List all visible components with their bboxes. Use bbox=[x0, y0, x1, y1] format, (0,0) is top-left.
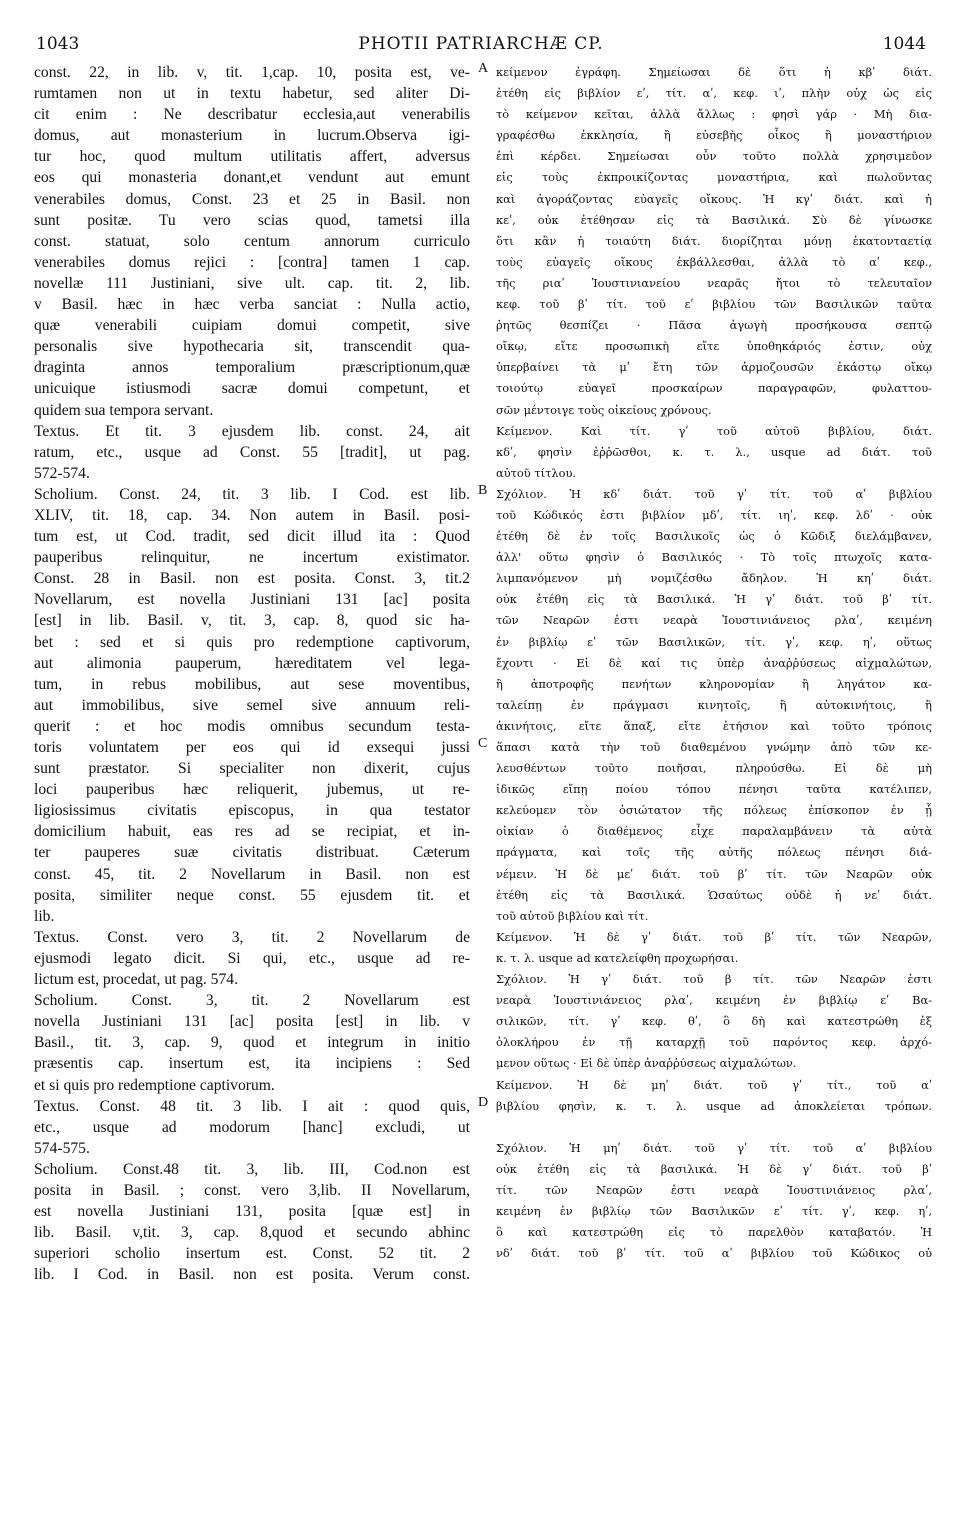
greek-line: τίτ. τῶν Νεαρῶν ἐστι νεαρὰ Ἰουστινιάνειος ρλαʹ, bbox=[496, 1182, 932, 1197]
greek-line: νέμειν. Ἡ δὲ μεʹ διάτ. τοῦ βʹ τίτ. τῶν Νεαρῶν οὐκ bbox=[496, 866, 932, 881]
latin-line: rumtamen non ut in textu habetur, sed aliter Di- bbox=[34, 85, 470, 103]
latin-line: tum, in rebus mobilibus, aut sese moventibus, bbox=[34, 675, 470, 693]
greek-line: κελεύομεν τὸν ὁσιώτατον τῆς πόλεως ἐπίσκοπον ἐν ᾗ bbox=[496, 803, 932, 818]
greek-line: κδʹ, φησὶν ἐῤῥῶσθοι, κ. τ. λ., usque ad διάτ. τοῦ bbox=[496, 444, 932, 459]
greek-line: ὅτι κἂν ἡ τοιαύτη διάτ. διορίζηται μόνῃ ἑκατονταετίᾳ bbox=[496, 233, 932, 248]
greek-line: Σχόλιον. Ἡ μηʹ διάτ. τοῦ γʹ τίτ. τοῦ αʹ βιβλίου bbox=[496, 1140, 932, 1155]
section-marker: D bbox=[478, 1094, 489, 1110]
greek-line: βιβλίου φησὶν, κ. τ. λ. usque ad ἀποκλείεται τρόπων. bbox=[496, 1098, 932, 1113]
greek-line: ἐτέθη εἰς βιβλίον εʹ, τίτ. αʹ, κεφ. ιʹ, πλὴν οὐχ ὡς εἰς bbox=[496, 86, 932, 101]
latin-line: querit : et hoc modis omnibus secundum testa- bbox=[34, 717, 470, 735]
greek-column bbox=[496, 62, 932, 1285]
greek-line: τὸ κείμενον κεῖται, ἀλλὰ ἄλλως : φησὶ γάρ · Μὴ δια- bbox=[496, 107, 932, 122]
latin-line: præsentis cap. insertum est, ita incipiens : Sed bbox=[34, 1055, 470, 1073]
latin-line: Textus. Const. vero 3, tit. 2 Novellarum de bbox=[34, 928, 470, 946]
latin-line: draginta annos temporalium præscriptionum,quæ bbox=[34, 359, 470, 377]
latin-line: bet : sed et si quis pro redemptione captivorum, bbox=[34, 633, 470, 651]
latin-line: venerabiles domus rejici : [contra] tamen 1 cap. bbox=[34, 253, 470, 271]
latin-line: sunt præstator. Si specialiter non dixerit, cujus bbox=[34, 760, 470, 778]
greek-line: ὑπερβαίνει τὰ μʹ ἔτη τῶν ἁρμοζουσῶν ἑκάστῳ οἴκῳ bbox=[496, 360, 932, 375]
greek-line: ῥητῶς θεσπίζει · Πᾶσα ἀγωγὴ προσήκουσα σεπτῷ bbox=[496, 318, 932, 333]
greek-line: οὐκ ἐτέθη εἰς τὰ βασιλικά. Ἡ δὲ γʹ διάτ. τοῦ βʹ bbox=[496, 1161, 932, 1176]
greek-line: ἐτέθη δὲ ἐν τοῖς Βασιλικοῖς ὡς ὁ Κῶδιξ διελάμβανεν, bbox=[496, 529, 932, 544]
latin-line: [est] in lib. Basil. v, tit. 3, cap. 8, quod sic ha- bbox=[34, 612, 470, 630]
latin-line: domicilium habuit, eas res ad se recipiat, et in- bbox=[34, 823, 470, 841]
section-marker: A bbox=[478, 61, 489, 76]
latin-line: ter pauperes suæ civitatis distribuat. Cæterum bbox=[34, 844, 470, 862]
greek-line: ἐν βιβλίῳ εʹ τῶν Βασιλικῶν, τίτ. γʹ, κεφ. ηʹ, οὕτως bbox=[496, 634, 932, 649]
latin-line: lib. bbox=[34, 907, 55, 925]
greek-line: νεαρὰ Ἰουστινιάνειος ρλαʹ, κειμένη ἐν βιβλίῳ εʹ Βα- bbox=[496, 993, 932, 1008]
latin-line: aut alimonia pauperum, hæreditatem vel lega- bbox=[34, 654, 470, 672]
latin-line: et si quis pro redemptione captivorum. bbox=[34, 1076, 275, 1094]
left-page-number: 1043 bbox=[36, 34, 80, 54]
latin-line: lib. I Cod. in Basil. non est posita. Verum const. bbox=[34, 1266, 470, 1284]
running-title: PHOTII PATRIARCHÆ CP. bbox=[358, 34, 604, 54]
greek-line: οὐκ ἐτέθη εἰς τὰ Βασιλικά. Ἡ γʹ διάτ. τοῦ βʹ τίτ. bbox=[496, 592, 932, 607]
latin-line: aut immobilibus, sive semel sive annuum reli- bbox=[34, 696, 470, 714]
latin-line: posita in Basil. ; const. vero 3,lib. II Novellarum, bbox=[34, 1181, 470, 1199]
greek-line: ἀλλ' οὕτω φησὶν ὁ Βασιλικός · Τὸ τοῖς πτωχοῖς κατα- bbox=[496, 550, 932, 565]
latin-line: eos qui monasteria donant,et vendunt aut emunt bbox=[34, 169, 470, 187]
greek-line: Κείμενον. Ἡ δὲ γʹ διάτ. τοῦ βʹ τίτ. τῶν Νεαρῶν, bbox=[496, 929, 932, 944]
latin-line: lictum est, procedat, ut pag. 574. bbox=[34, 971, 238, 989]
latin-line: Scholium. Const.48 tit. 3, lib. III, Cod.non est bbox=[34, 1160, 470, 1178]
right-page-number: 1044 bbox=[882, 34, 926, 54]
greek-line: οἴκῳ, εἴτε προσωπικὴ εἴτε ὑποθηκάριός ἐστιν, οὐχ bbox=[496, 339, 932, 354]
latin-line: novella Justiniani 131 [ac] posita [est] in lib. v bbox=[34, 1013, 470, 1031]
greek-line: πράγματα, καὶ τοῖς τῆς αὐτῆς πόλεως πένησι διά- bbox=[496, 845, 932, 860]
greek-line: ἅπασι κατὰ τὴν τοῦ διαθεμένου γνώμην ἀπὸ τῶν κε- bbox=[496, 740, 932, 754]
latin-line: lib. Basil. v,tit. 3, cap. 8,quod et secundo abhinc bbox=[34, 1224, 470, 1242]
latin-line: toris voluntatem per eos qui id exsequi jussi bbox=[34, 739, 470, 756]
latin-line: sunt positæ. Tu vero scias quod, tametsi illa bbox=[34, 211, 470, 229]
greek-line: γραφέσθω ἐκκλησία, ἢ εὐσεβὴς οἶκος ἢ μοναστήριον bbox=[496, 128, 932, 143]
section-marker: C bbox=[478, 736, 488, 752]
greek-line: εἰς τοὺς ἐκπροικίζοντας μοναστήρια, καὶ πωλοῦντας bbox=[496, 170, 932, 185]
latin-line: const. 22, in lib. v, tit. 1,cap. 10, posita est, ve- bbox=[34, 64, 470, 81]
greek-line: τοῦ Κώδικός ἐστι βιβλίον μδʹ, τίτ. ιηʹ, κεφ. λδʹ · οὐκ bbox=[496, 507, 932, 522]
latin-line: pauperibus relinquitur, ne incertum existimator. bbox=[34, 549, 470, 567]
latin-line: tum est, ut Cod. tradit, sed dicit illud ita : Quod bbox=[34, 528, 470, 546]
greek-line: κ. τ. λ. usque ad κατελείφθη προχωρήσαι. bbox=[496, 950, 739, 965]
greek-line: κείμενον ἐγράφη. Σημείωσαι δὲ ὅτι ἡ κβʹ διάτ. bbox=[496, 65, 932, 79]
greek-line: Κείμενον. Ἡ δὲ μηʹ διάτ. τοῦ γʹ τίτ., τοῦ αʹ bbox=[496, 1077, 932, 1092]
greek-line: ἐτέθη εἰς τὰ Βασιλικά. Ὡσαύτως οὐδὲ ἡ νεʹ διάτ. bbox=[496, 887, 932, 902]
greek-line: Κείμενον. Καὶ τίτ. γʹ τοῦ αὐτοῦ βιβλίου, διάτ. bbox=[496, 423, 932, 438]
greek-line: ἀκινήτοις, εἴτε ἅπαξ, εἴτε ἐτήσιον καὶ τοῦτο τρόποις bbox=[496, 718, 932, 733]
section-marker: B bbox=[478, 483, 488, 498]
greek-line: τοῦ αὐτοῦ βιβλίου καὶ τίτ. bbox=[496, 908, 649, 923]
latin-line: Scholium. Const. 3, tit. 2 Novellarum est bbox=[34, 992, 470, 1010]
greek-line: σιλικῶν, τίτ. γʹ κεφ. θʹ, ὃ δὴ καὶ κατεστρώθη ἐξ bbox=[496, 1014, 932, 1029]
latin-line: XLIV, tit. 18, cap. 34. Non autem in Basil. posi- bbox=[34, 506, 470, 524]
greek-line: καὶ ἀγοράζοντας εὐαγεῖς οἴκους. Ἡ κγʹ διάτ. καὶ ἡ bbox=[496, 191, 932, 206]
greek-line: ἰδικῶς εἴπῃ ποίου τόπου πένησι ταῦτα κατέλιπεν, bbox=[496, 782, 932, 797]
latin-line: quæ venerabili cuipiam domui competit, sive bbox=[34, 317, 470, 335]
greek-line: Σχόλιον. Ἡ κδʹ διάτ. τοῦ γʹ τίτ. τοῦ αʹ βιβλίου bbox=[496, 486, 932, 501]
greek-line: ὃ καὶ κατεστρώθη εἰς τὸ παρελθὸν καταβατόν. Ἡ bbox=[496, 1225, 932, 1240]
greek-line: κειμένη ἐν βιβλίῳ τῶν Βασιλικῶν εʹ τίτ. γʹ, κεφ. ηʹ, bbox=[496, 1204, 932, 1219]
latin-line: loci pauperibus hæc reliquerit, jubemus, ut re- bbox=[34, 781, 470, 799]
greek-line: τοιούτῳ εὐαγεῖ προσκαίρων παραγραφῶν, φυλαττου- bbox=[496, 381, 932, 396]
latin-column bbox=[34, 62, 470, 1285]
greek-line: σῶν μέντοιγε τοὺς οἰκείους χρόνους. bbox=[496, 402, 712, 417]
latin-line: domus, aut monasterium in lucrum.Observa igi- bbox=[34, 127, 470, 145]
latin-line: superiori scholio insertum est. Const. 52 tit. 2 bbox=[34, 1245, 470, 1263]
latin-line: Basil., tit. 3, cap. 9, quod et integrum in initio bbox=[34, 1034, 470, 1052]
greek-line: κεφ. τοῦ βʹ τίτ. τοῦ εʹ βιβλίου τῶν Βασιλικῶν ταῦτα bbox=[496, 297, 932, 312]
greek-line bbox=[496, 1117, 932, 1138]
latin-line: venerabiles domus, Const. 23 et 25 in Basil. non bbox=[34, 190, 470, 208]
greek-line: ἢ ἀποτροφῆς πενήτων κληρονομίαν ἢ ληγάτον κα- bbox=[496, 676, 932, 691]
greek-line: τῶν Νεαρῶν ἐστι νεαρὰ Ἰουστινιάνειος ρλαʹ, κειμένη bbox=[496, 613, 932, 628]
latin-line: ratum, etc., usque ad Const. 55 [tradit], ut pag. bbox=[34, 443, 470, 461]
latin-line: 572-574. bbox=[34, 464, 90, 482]
greek-line: λιμπανόμενον μὴ νομιζέσθω ἄδηλον. Ἡ κηʹ διάτ. bbox=[496, 571, 932, 586]
greek-line: λευσθέντων τοῦτο ποιῆσαι, πληρούσθω. Εἰ δὲ μὴ bbox=[496, 761, 932, 776]
latin-line: ligiosissimus civitatis episcopus, in qua testator bbox=[34, 802, 470, 820]
latin-line: Const. 28 in Basil. non est posita. Const. 3, tit.2 bbox=[34, 570, 470, 588]
latin-line: Scholium. Const. 24, tit. 3 lib. I Cod. est lib. bbox=[34, 485, 470, 503]
greek-line: αὐτοῦ τίτλου. bbox=[496, 465, 577, 480]
latin-line: posita, similiter neque const. 55 ejusdem tit. et bbox=[34, 886, 470, 904]
latin-line: v Basil. hæc in hæc verba sanciat : Nulla actio, bbox=[34, 296, 470, 314]
greek-line: Σχόλιον. Ἡ γʹ διάτ. τοῦ β τίτ. τῶν Νεαρῶν ἐστι bbox=[496, 972, 932, 987]
latin-line: novellæ 111 Justiniani, sive ult. cap. tit. 2, lib. bbox=[34, 274, 470, 292]
greek-line: οἰκίαν ὁ διαθέμενος εἶχε παραλαμβάνειν τὰ αὐτὰ bbox=[496, 824, 932, 839]
latin-line: ejusmodi legato dicit. Si qui, etc., usque ad re- bbox=[34, 949, 470, 967]
greek-line: μενον οὕτως · Εἰ δὲ ὑπὲρ ἀναῤῥύσεως αἰχμαλώτων. bbox=[496, 1056, 797, 1071]
greek-line: κεʹ, οὐκ ἐτέθησαν εἰς τὰ Βασιλικά. Σὺ δὲ γίνωσκε bbox=[496, 212, 932, 227]
greek-line: ὁλοκλήρου ἐν τῇ καταρχῇ τοῦ παρόντος κεφ. ἀρχό- bbox=[496, 1035, 932, 1050]
latin-line: cit enim : Ne describatur ecclesia,aut venerabilis bbox=[34, 106, 470, 124]
latin-line: const. 45, tit. 2 Novellarum in Basil. non est bbox=[34, 865, 470, 883]
latin-line: Textus. Et tit. 3 ejusdem lib. const. 24, ait bbox=[34, 422, 470, 440]
greek-line: τοὺς εὐαγεῖς οἴκους ἐκβάλλεσθαι, ἀλλὰ τὸ αʹ κεφ., bbox=[496, 254, 932, 269]
latin-line: 574-575. bbox=[34, 1139, 90, 1157]
latin-line: const. statuat, solo centum annorum curriculo bbox=[34, 232, 470, 250]
greek-line: τῆς ριαʹ Ἰουστινιανείου νεαρᾶς ἤτοι τὸ τελευταῖον bbox=[496, 275, 932, 290]
greek-line: ἐπὶ κέρδει. Σημείωσαι οὖν τοῦτο πολλὰ χρησιμεῦον bbox=[496, 149, 932, 164]
page-header bbox=[36, 34, 926, 54]
latin-line: Novellarum, est novella Justiniani 131 [ac] posita bbox=[34, 591, 470, 609]
latin-line: Textus. Const. 48 tit. 3 lib. I ait : quod quis, bbox=[34, 1097, 470, 1115]
greek-line: νδʹ διάτ. τοῦ βʹ τίτ. τοῦ αʹ βιβλίου τοῦ Κώδικος οὐ bbox=[496, 1246, 932, 1261]
greek-line: ταλείπῃ ἐν πράγμασι κινητοῖς, ἢ αὐτοκινήτοις, ἢ bbox=[496, 697, 932, 712]
latin-line: etc., usque ad modorum [hanc] excludi, ut bbox=[34, 1118, 470, 1136]
latin-line: est novella Justiniani 131, posita [quæ est] in bbox=[34, 1203, 470, 1221]
latin-line: unicuique istiusmodi sacræ domui competunt, et bbox=[34, 380, 470, 398]
latin-line: quidem sua tempora servant. bbox=[34, 401, 214, 419]
latin-line: personalis sive hypothecaria sit, transcendit qua- bbox=[34, 338, 470, 356]
greek-line: ἔχοντι · Εἰ δὲ καί τις ὑπὲρ ἀναῤῥύσεως αἰχμαλώτων, bbox=[496, 655, 932, 670]
latin-line: tur hoc, quod multum utilitatis affert, adversus bbox=[34, 148, 470, 166]
